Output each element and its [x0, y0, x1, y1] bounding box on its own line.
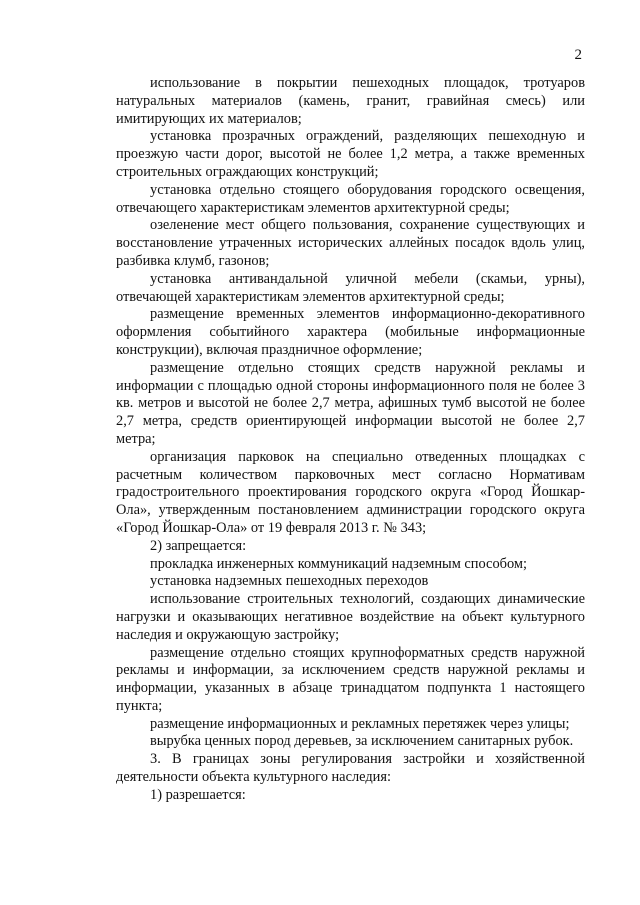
paragraph: установка отдельно стоящего оборудования городского освещения, отвечающего характеристикам элементов архитектурной среды; — [116, 181, 585, 216]
paragraph: размещение отдельно стоящих крупноформатных средств наружной рекламы и информации, за исключением средств наружной рекламы и информации, указанных в абзаце тринадцатом подпункта 1 настоящего пункта; — [116, 644, 585, 714]
paragraph: вырубка ценных пород деревьев, за исключением санитарных рубок. — [150, 733, 574, 750]
paragraph: использование в покрытии пешеходных площадок, тротуаров натуральных материалов (камень, гранит, гравийная смесь) или имитирующих их материалов; — [116, 75, 585, 127]
paragraph: размещение информационных и рекламных перетяжек через улицы; — [150, 715, 570, 732]
paragraph: озеленение мест общего пользования, сохранение существующих и восстановление утраченных исторических аллейных посадок вдоль улиц, разбивка клумб, газонов; — [116, 217, 585, 269]
paragraph: установка надземных пешеходных переходов — [150, 573, 429, 590]
paragraph: установка прозрачных ограждений, разделяющих пешеходную и проезжую части дорог, высотой не более 1,2 метра, а также временных строительных ограждающих конструкций; — [116, 128, 585, 180]
paragraph: 3. В границах зоны регулирования застройки и хозяйственной деятельности объекта культурного наследия: — [116, 751, 585, 786]
paragraph: 2) запрещается: — [150, 537, 247, 554]
page-number: 2 — [574, 47, 582, 63]
paragraph: размещение временных элементов информационно-декоративного оформления событийного характера (мобильные информационные конструкции), включая праздничное оформление; — [116, 306, 585, 358]
paragraph: прокладка инженерных коммуникаций надземным способом; — [150, 555, 527, 572]
paragraph: организация парковок на специально отведенных площадках с расчетным количеством парковочных мест согласно Нормативам градостроительного проектирования городского округа «Город Йошкар-Ола», утвержденным постановлением администрации городского округа «Город Йошкар-Ола» от 19 февраля 2013 г. № 343; — [116, 448, 585, 536]
document-body — [116, 75, 585, 805]
paragraph: 1) разрешается: — [150, 786, 246, 803]
paragraph: размещение отдельно стоящих средств наружной рекламы и информации с площадью одной стороны информационного поля не более 3 кв. метров и высотой не более 2,7 метра, афишных тумб высотой не более 2,7 метра, средств ориентирующей информации высотой не более 2,7 метра; — [116, 359, 585, 447]
paragraph: установка антивандальной уличной мебели (скамьи, урны), отвечающей характеристикам элементов архитектурной среды; — [116, 270, 585, 305]
paragraph: использование строительных технологий, создающих динамические нагрузки и оказывающих негативное воздействие на объект культурного наследия и окружающую застройку; — [116, 591, 585, 643]
